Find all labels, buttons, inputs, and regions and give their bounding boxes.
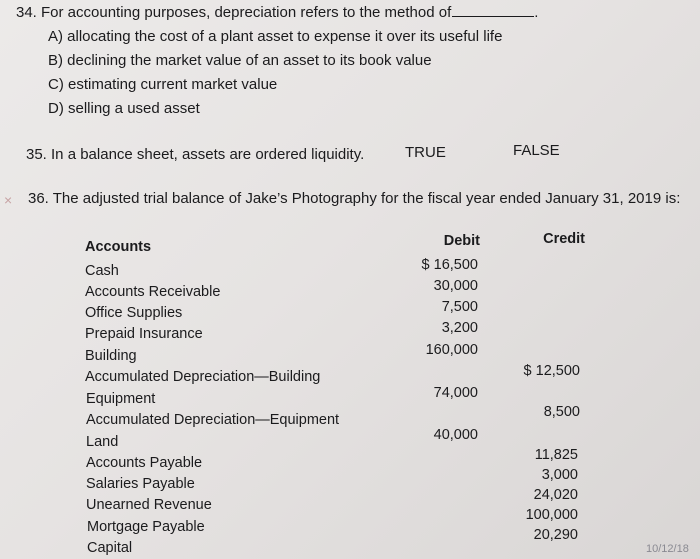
answer-blank xyxy=(452,4,534,17)
credit-value: 11,825 xyxy=(534,447,578,463)
debit-value: 160,000 xyxy=(425,342,478,358)
question-35-stem: 35. In a balance sheet, assets are ordered liquidity. xyxy=(26,146,365,163)
question-36-stem: 36. The adjusted trial balance of Jake’s Photography for the fiscal year ended January 31, 2019 is: xyxy=(28,190,681,207)
account-name: Office Supplies xyxy=(85,305,183,321)
debit-value: 40,000 xyxy=(433,427,478,443)
credit-value: 20,290 xyxy=(533,527,578,543)
question-35-false: FALSE xyxy=(513,142,560,159)
account-name: Prepaid Insurance xyxy=(85,326,203,342)
account-name: Unearned Revenue xyxy=(86,497,212,513)
question-35-true: TRUE xyxy=(405,144,446,161)
accounts-header: Accounts xyxy=(85,239,152,255)
cross-mark: × xyxy=(4,192,13,208)
credit-value: 100,000 xyxy=(525,507,578,523)
credit-value: 24,020 xyxy=(533,487,578,503)
corner-date-stamp: 10/12/18 xyxy=(646,543,689,555)
question-34-option-b: B) declining the market value of an asset to its book value xyxy=(48,52,432,69)
debit-header: Debit xyxy=(443,233,480,249)
question-34-option-a: A) allocating the cost of a plant asset to expense it over its useful life xyxy=(48,28,503,45)
credit-header: Credit xyxy=(543,231,585,247)
question-34-option-c: C) estimating current market value xyxy=(48,76,278,93)
account-name: Accounts Payable xyxy=(86,455,203,471)
debit-value: $ 16,500 xyxy=(421,257,478,273)
account-name: Land xyxy=(86,434,119,450)
debit-value: 7,500 xyxy=(441,299,478,315)
debit-value: 30,000 xyxy=(433,278,478,294)
question-34-stem: 34. For accounting purposes, depreciation refers to the method of . xyxy=(16,4,539,21)
question-34-option-d: D) selling a used asset xyxy=(48,100,200,117)
account-name: Cash xyxy=(85,263,119,279)
credit-value: $ 12,500 xyxy=(523,363,580,379)
account-name: Accumulated Depreciation—Equipment xyxy=(86,412,340,428)
account-name: Salaries Payable xyxy=(86,476,195,492)
account-name: Mortgage Payable xyxy=(87,519,205,535)
credit-value: 3,000 xyxy=(541,467,578,483)
credit-value: 8,500 xyxy=(543,404,580,420)
account-name: Accounts Receivable xyxy=(85,284,221,300)
account-name: Accumulated Depreciation—Building xyxy=(85,369,321,385)
account-name: Equipment xyxy=(86,391,156,407)
account-name: Building xyxy=(85,348,137,364)
debit-value: 74,000 xyxy=(433,385,478,401)
account-name: Capital xyxy=(87,540,133,556)
debit-value: 3,200 xyxy=(441,320,478,336)
